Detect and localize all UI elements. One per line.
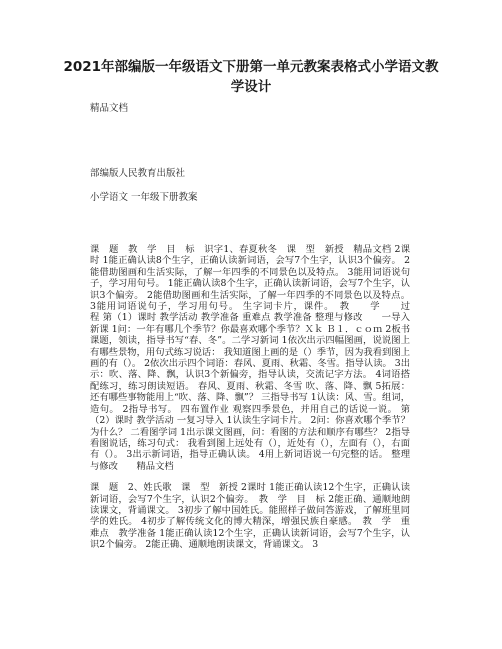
lesson-plan-body (90, 244, 429, 561)
lesson-1-paragraph: 课 题 教 学 目 标 识字1、春夏秋冬 课 型 新授 精品文档 2课时 1能正确认读8个生字，正确认读新词语，会写7个生字，认识3个偏旁。 2能借助图画和生活实际，了解一年四季的不同景色以及特点。 3能用词语说句子，学习用句号。 1能正确认读8个生字，正确认读新词语，会写7个生字，认识3个偏旁。 2能借助图画和生活实际，了解一年四季的不同景色以及特点。 3能用词语说句子，学习用句号。 生字词卡片，课件。 教 学 过 程 第（1）课时 教学活动 教学准备 重难点 教学准备 整理与修改 一导入新课 1问：一年有哪几个季节？你最喜欢哪个季节？Ｘｋ Ｂ１．ｃｏｍ 2板书课题，领读，指导书写“春、冬”。二学习新词 1依次出示四幅图画，说说图上有哪些景物，用句式练习说话： 我知道图上画的是（）季节，因为我看到图上画的有（）。 2依次出示四个词语：春风、夏雨、秋霜、冬雪。指导认读。 3出示：吹、落、降、飘，认识3个新偏旁，指导认读，交流记字方法。 4词语搭配练习，练习朗读短语。 春风、夏雨、秋霜、冬雪 吹、落、降、飘 5拓展：还有哪些事物能用上“吹、落、降、飘”？ 三指导书写 1认读：风、雪。组词，造句。 2指导书写。 四布置作业 观察四季景色，并用自己的话说一说。 第（2）课时 教学活动 一复习导入 1认读生字词卡片。 2问：你喜欢哪个季节？为什么？ 二看图学词 1出示课文图画，问：看图的方法和顺序有哪些？ 2指导看图说话，练习句式： 我看到图上远处有（），近处有（），左面有（），右面有（）。 3出示新词语，指导正确认读。 4用上新词语说一句完整的话。 整理与修改 精品文档 (90, 244, 429, 472)
lesson-2-paragraph: 课 题 2、姓氏歌 课 型 新授 2课时 1能正确认读12个生字，正确认读新词语，会写7个生字，认识2个偏旁。 教 学 目 标 2能正确、通顺地朗读课文，背诵课文。 3初步了解中国姓氏。能照样子做问答游戏，了解班里同学的姓氏。 4初步了解传统文化的博大精深，增强民族自豪感。 教 学 重难点 教学准备 1能正确认读12个生字，正确认读新词语，会写7个生字，认识2个偏旁。 2能正确、通顺地朗读课文，背诵课文。 3 (90, 482, 410, 551)
publisher-line: 部编版人民教育出版社 (90, 168, 186, 179)
document-title: 2021年部编版一年级语文下册第一单元教案表格式小学语文教学设计 (63, 59, 439, 95)
subject-line: 小学语文 一年级下册教案 (90, 192, 198, 203)
quality-label: 精品文档 (90, 103, 129, 114)
